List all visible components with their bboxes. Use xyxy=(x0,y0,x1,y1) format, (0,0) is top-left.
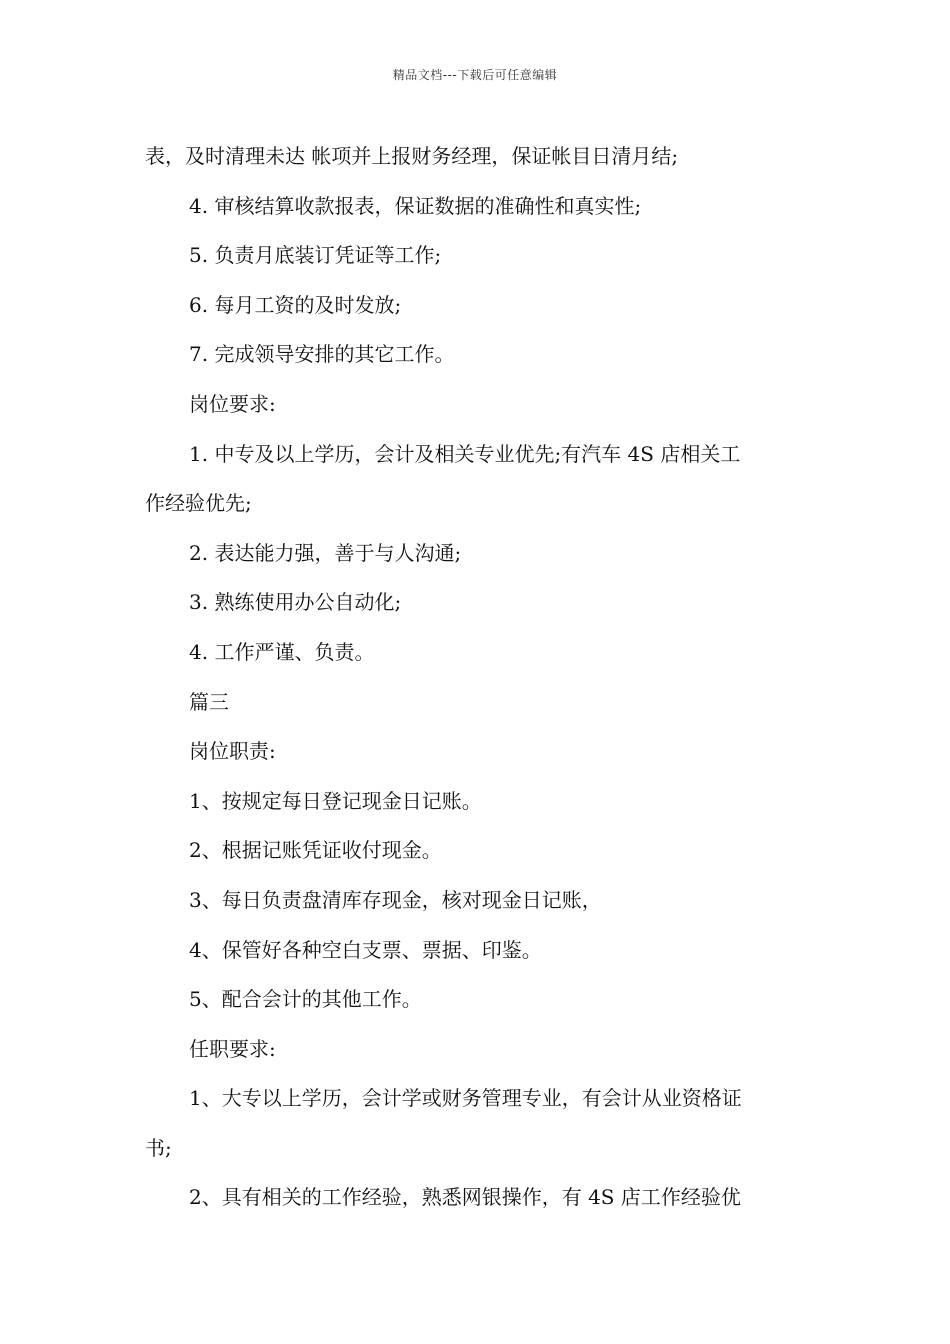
paragraph: 书; xyxy=(145,1135,172,1160)
list-item: 1、大专以上学历，会计学或财务管理专业，有会计从业资格证 xyxy=(189,1086,742,1111)
list-item: 3、每日负责盘清库存现金，核对现金日记账， xyxy=(189,887,602,912)
list-item: 2、具有相关的工作经验，熟悉网银操作，有 4S 店工作经验优 xyxy=(189,1185,741,1210)
list-item: 4. 审核结算收款报表，保证数据的准确性和真实性; xyxy=(189,193,642,218)
section-heading: 任职要求: xyxy=(189,1036,276,1061)
document-body xyxy=(145,132,810,1223)
list-item: 4、保管好各种空白支票、票据、印鉴。 xyxy=(189,937,542,962)
section-heading: 岗位要求: xyxy=(189,391,276,416)
list-item: 1、按规定每日登记现金日记账。 xyxy=(189,788,482,813)
list-item: 4. 工作严谨、负责。 xyxy=(189,639,375,664)
page-header: 精品文档---下载后可任意编辑 xyxy=(392,68,558,82)
section-title: 篇三 xyxy=(189,689,229,714)
list-item: 7. 完成领导安排的其它工作。 xyxy=(189,342,455,367)
list-item: 3. 熟练使用办公自动化; xyxy=(189,590,402,615)
list-item: 5、配合会计的其他工作。 xyxy=(189,987,422,1012)
paragraph: 表，及时清理未达 帐项并上报财务经理，保证帐目日清月结; xyxy=(145,144,679,168)
list-item: 6. 每月工资的及时发放; xyxy=(189,292,402,317)
list-item: 1. 中专及以上学历，会计及相关专业优先;有汽车 4S 店相关工 xyxy=(189,441,741,466)
section-heading: 岗位职责: xyxy=(189,739,276,764)
paragraph: 作经验优先; xyxy=(145,491,252,516)
list-item: 5. 负责月底装订凭证等工作; xyxy=(189,243,442,268)
list-item: 2. 表达能力强，善于与人沟通; xyxy=(189,540,462,565)
list-item: 2、根据记账凭证收付现金。 xyxy=(189,838,442,863)
